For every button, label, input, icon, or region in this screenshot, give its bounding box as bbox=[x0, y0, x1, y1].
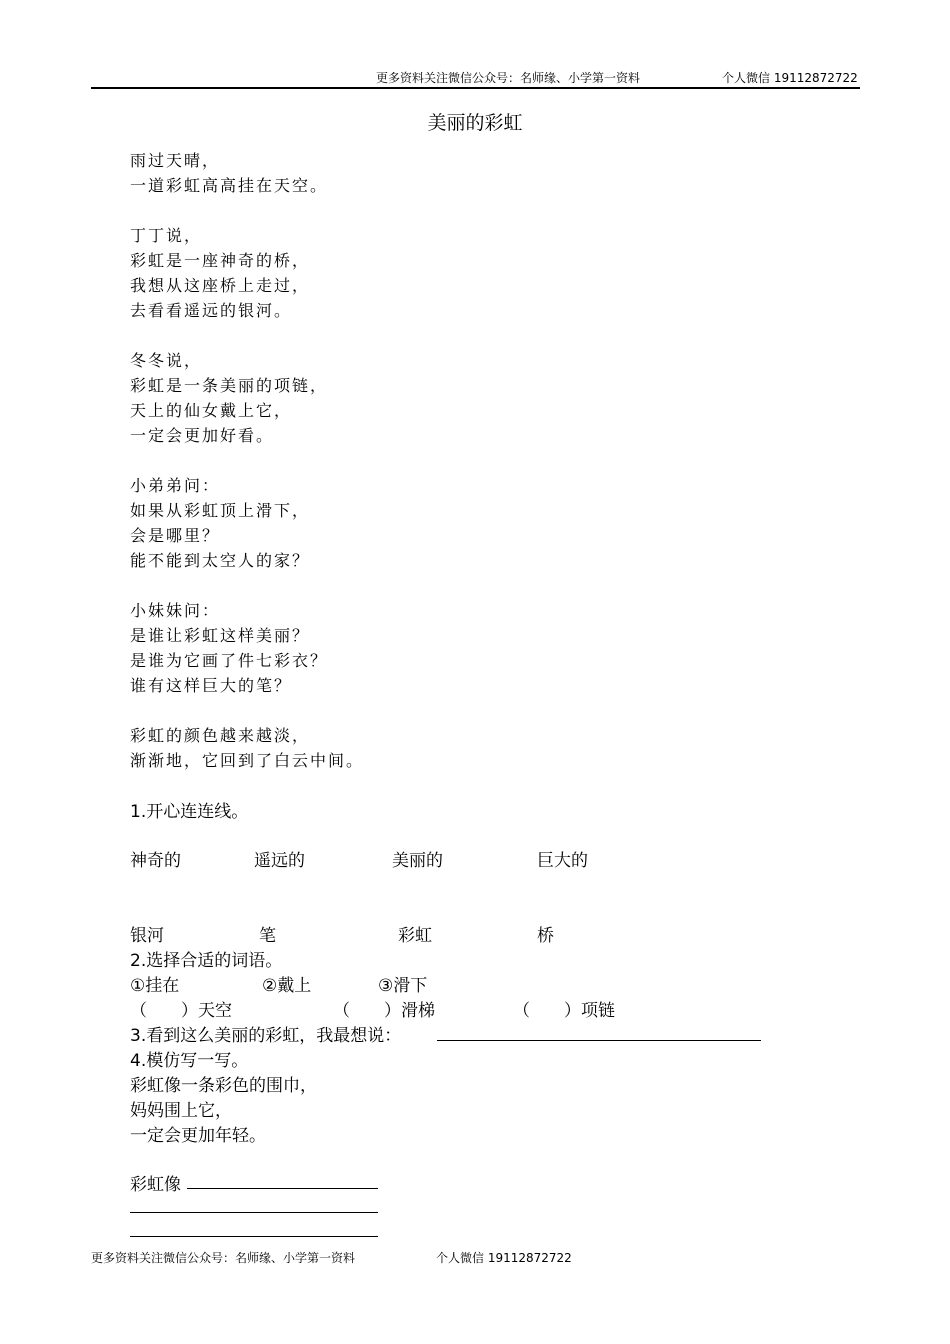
header-rule bbox=[91, 87, 860, 89]
q2-blank-item: （ ）滑梯 bbox=[333, 1001, 435, 1021]
poem-line: 会是哪里？ bbox=[130, 526, 221, 545]
q1-bottom-word: 桥 bbox=[537, 926, 554, 946]
stanza-gap bbox=[130, 698, 364, 723]
q1-bottom-word: 彩虹 bbox=[398, 926, 432, 946]
q1-top-word: 巨大的 bbox=[537, 851, 588, 871]
q1-top-word: 美丽的 bbox=[392, 851, 443, 871]
poem-line: 天上的仙女戴上它， bbox=[130, 401, 293, 420]
q4-answer-line bbox=[187, 1188, 378, 1189]
q1-top-word: 遥远的 bbox=[254, 851, 305, 871]
q3-title: 3.看到这么美丽的彩虹，我最想说： bbox=[130, 1026, 402, 1046]
q1-title: 1.开心连连线。 bbox=[130, 802, 249, 822]
stanza-gap bbox=[130, 323, 364, 348]
page-title: 美丽的彩虹 bbox=[427, 112, 523, 134]
poem-line: 彩虹是一座神奇的桥， bbox=[130, 251, 311, 270]
stanza-gap bbox=[130, 448, 364, 473]
poem-line: 小妹妹问： bbox=[130, 601, 221, 620]
q4-example-line: 妈妈围上它， bbox=[130, 1101, 232, 1121]
q2-blank-item: （ ）项链 bbox=[513, 1001, 615, 1021]
q2-option: ③滑下 bbox=[378, 976, 428, 996]
footer-wechat-text: 个人微信 19112872722 bbox=[436, 1251, 572, 1265]
q4-answer-line bbox=[130, 1212, 378, 1213]
q1-top-word: 神奇的 bbox=[130, 851, 181, 871]
poem-line: 去看看遥远的银河。 bbox=[130, 301, 293, 320]
poem-line: 丁丁说， bbox=[130, 226, 203, 245]
q4-example-line: 一定会更加年轻。 bbox=[130, 1126, 266, 1146]
q4-example-line: 彩虹像一条彩色的围巾， bbox=[130, 1076, 317, 1096]
poem-line: 彩虹的颜色越来越淡， bbox=[130, 726, 311, 745]
q4-prompt: 彩虹像 bbox=[130, 1175, 181, 1195]
header-source-text: 更多资料关注微信公众号：名师缘、小学第一资料 bbox=[376, 71, 641, 85]
stanza-gap bbox=[130, 198, 364, 223]
stanza-gap bbox=[130, 573, 364, 598]
poem-line: 是谁为它画了件七彩衣？ bbox=[130, 651, 329, 670]
poem-line: 谁有这样巨大的笔？ bbox=[130, 676, 293, 695]
q3-answer-line bbox=[437, 1040, 761, 1041]
q2-title: 2.选择合适的词语。 bbox=[130, 951, 283, 971]
poem-line: 一道彩虹高高挂在天空。 bbox=[130, 176, 329, 195]
poem-line: 是谁让彩虹这样美丽？ bbox=[130, 626, 311, 645]
q2-option: ①挂在 bbox=[130, 976, 180, 996]
poem-line: 能不能到太空人的家？ bbox=[130, 551, 311, 570]
poem-body bbox=[130, 148, 364, 773]
poem-line: 彩虹是一条美丽的项链， bbox=[130, 376, 329, 395]
poem-line: 我想从这座桥上走过， bbox=[130, 276, 311, 295]
q4-title: 4.模仿写一写。 bbox=[130, 1051, 249, 1071]
q4-answer-line bbox=[130, 1236, 378, 1237]
poem-line: 如果从彩虹顶上滑下， bbox=[130, 501, 311, 520]
q2-option: ②戴上 bbox=[262, 976, 312, 996]
poem-line: 渐渐地，它回到了白云中间。 bbox=[130, 751, 365, 770]
poem-line: 一定会更加好看。 bbox=[130, 426, 275, 445]
footer-source-text: 更多资料关注微信公众号：名师缘、小学第一资料 bbox=[91, 1251, 356, 1265]
header-wechat-text: 个人微信 19112872722 bbox=[722, 71, 858, 85]
q2-blank-item: （ ）天空 bbox=[130, 1001, 232, 1021]
poem-line: 雨过天晴， bbox=[130, 151, 221, 170]
q1-bottom-word: 银河 bbox=[130, 926, 164, 946]
poem-line: 小弟弟问： bbox=[130, 476, 221, 495]
q1-bottom-word: 笔 bbox=[259, 926, 276, 946]
poem-line: 冬冬说， bbox=[130, 351, 203, 370]
